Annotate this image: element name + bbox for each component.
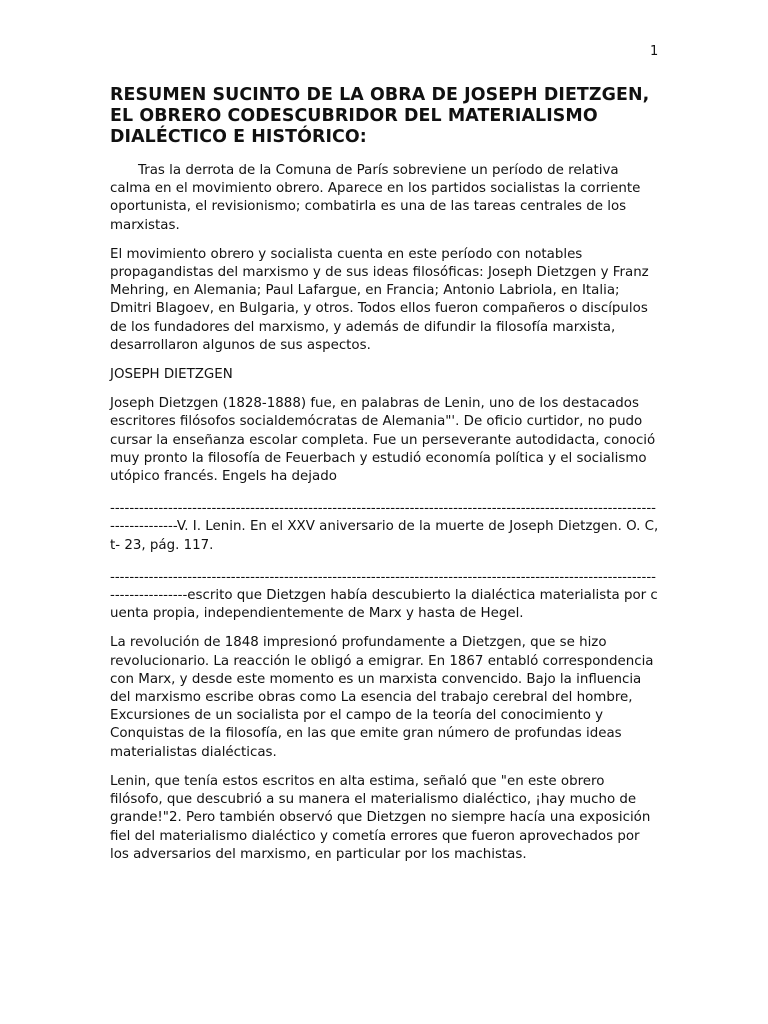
page-number: 1 <box>650 44 659 59</box>
document-body <box>110 85 660 875</box>
section-heading-joseph-dietzgen: JOSEPH DIETZGEN <box>110 367 233 383</box>
footnote-lenin-reference: -------------------------------------------------------------------------------------------------------------------------------V. I. Lenin. En el XXV aniversario de la muerte de Joseph Dietzgen. O. C, t- 23, pág. 117. <box>110 501 659 553</box>
paragraph-lenin-assessment: Lenin, que tenía estos escritos en alta estima, señaló que "en este obrero filósofo, que descubrió a su manera el materialismo dialéctico, ¡hay mucho de grande!"2. Pero también observó que Dietzgen no siempre hacía una exposición fiel del materialismo dialéctico y cometía errores que fueron aprovechados por los adversarios del marxismo, en particular por los machistas. <box>110 773 651 862</box>
paragraph-propagandists: El movimiento obrero y socialista cuenta en este período con notables propagandistas del marxismo y de sus ideas filosóficas: Joseph Dietzgen y Franz Mehring, en Alemania; Paul Lafargue, en Francia; Antonio Labriola, en Italia; Dmitri Blagoev, en Bulgaria, y otros. Todos ellos fueron compañeros o discípulos de los fundadores del marxismo, y además de difundir la filosofía marxista, desarrollaron algunos de sus aspectos. <box>110 246 649 353</box>
paragraph-engels-continuation: ---------------------------------------------------------------------------------------------------------------------------------escrito que Dietzgen había descubierto la dialéctica materialista por cuenta propia, independientemente de Marx y hasta de Hegel. <box>110 569 658 622</box>
document-title: RESUMEN SUCINTO DE LA OBRA DE JOSEPH DIETZGEN, EL OBRERO CODESCUBRIDOR DEL MATERIALISMO DIALÉCTICO E HISTÓRICO: <box>110 85 650 147</box>
paragraph-biography: Joseph Dietzgen (1828-1888) fue, en palabras de Lenin, uno de los destacados escritores filósofos socialdemócratas de Alemania"'. De oficio curtidor, no pudo cursar la enseñanza escolar completa. Fue un perseverante autodidacta, conoció muy pronto la filosofía de Feuerbach y estudió economía política y el socialismo utópico francés. Engels ha dejado <box>110 396 656 485</box>
paragraph-revolution-1848: La revolución de 1848 impresionó profundamente a Dietzgen, que se hizo revolucionario. La reacción le obligó a emigrar. En 1867 entabló correspondencia con Marx, y desde este momento es un marxista convencido. Bajo la influencia del marxismo escribe obras como La esencia del trabajo cerebral del hombre, Excursiones de un socialista por el campo de la teoría del conocimiento y Conquistas de la filosofía, en las que emite gran número de profundas ideas materialistas dialécticas. <box>110 635 654 760</box>
paragraph-intro: Tras la derrota de la Comuna de París sobreviene un período de relativa calma en el movimiento obrero. Aparece en los partidos socialistas la corriente oportunista, el revisionismo; combatirla es una de las tareas centrales de los marxistas. <box>110 163 641 233</box>
